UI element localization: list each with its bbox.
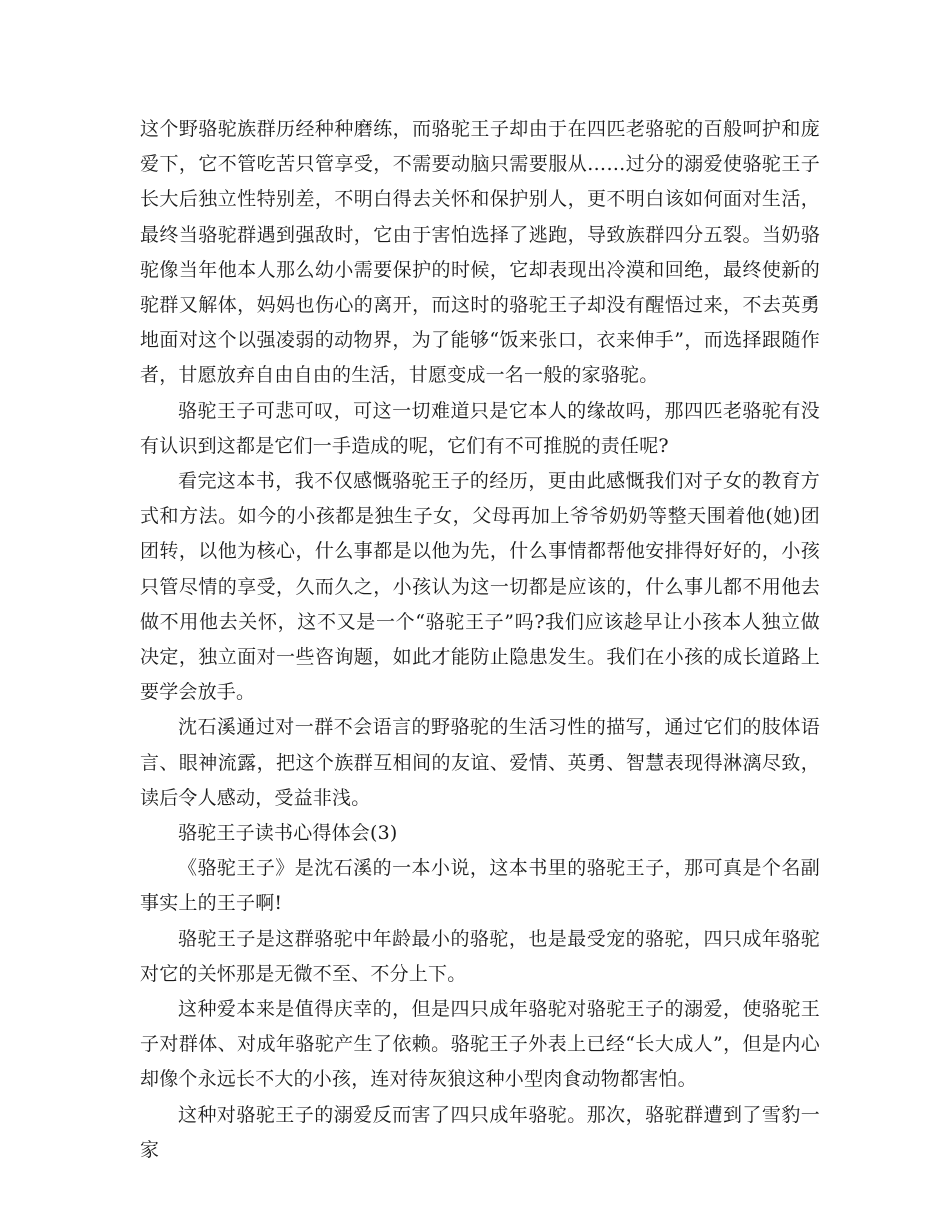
paragraph-8: 这种对骆驼王子的溺爱反而害了四只成年骆驼。那次，骆驼群遭到了雪豹一家 — [140, 1103, 820, 1161]
paragraph-7: 这种爱本来是值得庆幸的，但是四只成年骆驼对骆驼王子的溺爱，使骆驼王子对群体、对成年骆驼产生了依赖。骆驼王子外表上已经“长大成人”，但是内心却像个永远长不大的小孩，连对待灰狼这种小型肉食动物都害怕。 — [140, 998, 820, 1091]
paragraph-1: 这个野骆驼族群历经种种磨练，而骆驼王子却由于在四匹老骆驼的百般呵护和庞爱下，它不管吃苦只管享受，不需要动脑只需要服从……过分的溺爱使骆驼王子长大后独立性特别差，不明白得去关怀和保护别人，更不明白该如何面对生活，最终当骆驼群遇到强敌时，它由于害怕选择了逃跑，导致族群四分五裂。当奶骆驼像当年他本人那么幼小需要保护的时候，它却表现出冷漠和回绝，最终使新的驼群又解体，妈妈也伤心的离开，而这时的骆驼王子却没有醒悟过来，不去英勇地面对这个以强凌弱的动物界，为了能够“饭来张口，衣来伸手”，而选择跟随作者，甘愿放弃自由自由的生活，甘愿变成一名一般的家骆驼。 — [140, 118, 820, 387]
section-heading: 骆驼王子读书心得体会(3) — [178, 822, 398, 845]
paragraph-6: 骆驼王子是这群骆驼中年龄最小的骆驼，也是最受宠的骆驼，四只成年骆驼对它的关怀那是无微不至、不分上下。 — [140, 927, 820, 985]
document-body — [140, 112, 820, 1168]
paragraph-2: 骆驼王子可悲可叹，可这一切难道只是它本人的缘故吗，那四匹老骆驼有没有认识到这都是它们一手造成的呢，它们有不可推脱的责任呢? — [140, 399, 820, 457]
paragraph-5: 《骆驼王子》是沈石溪的一本小说，这本书里的骆驼王子，那可真是个名副事实上的王子啊! — [140, 857, 820, 915]
paragraph-3: 看完这本书，我不仅感慨骆驼王子的经历，更由此感慨我们对子女的教育方式和方法。如今的小孩都是独生子女，父母再加上爷爷奶奶等整天围着他(她)团团转，以他为核心，什么事都是以他为先，什么事情都帮他安排得好好的，小孩只管尽情的享受，久而久之，小孩认为这一切都是应该的，什么事儿都不用他去做不用他去关怀，这不又是一个“骆驼王子”吗?我们应该趁早让小孩本人独立做决定，独立面对一些咨询题，如此才能防止隐患发生。我们在小孩的成长道路上要学会放手。 — [140, 470, 820, 704]
paragraph-4: 沈石溪通过对一群不会语言的野骆驼的生活习性的描写，通过它们的肢体语言、眼神流露，把这个族群互相间的友谊、爱情、英勇、智慧表现得淋漓尽致，读后令人感动，受益非浅。 — [140, 716, 820, 809]
